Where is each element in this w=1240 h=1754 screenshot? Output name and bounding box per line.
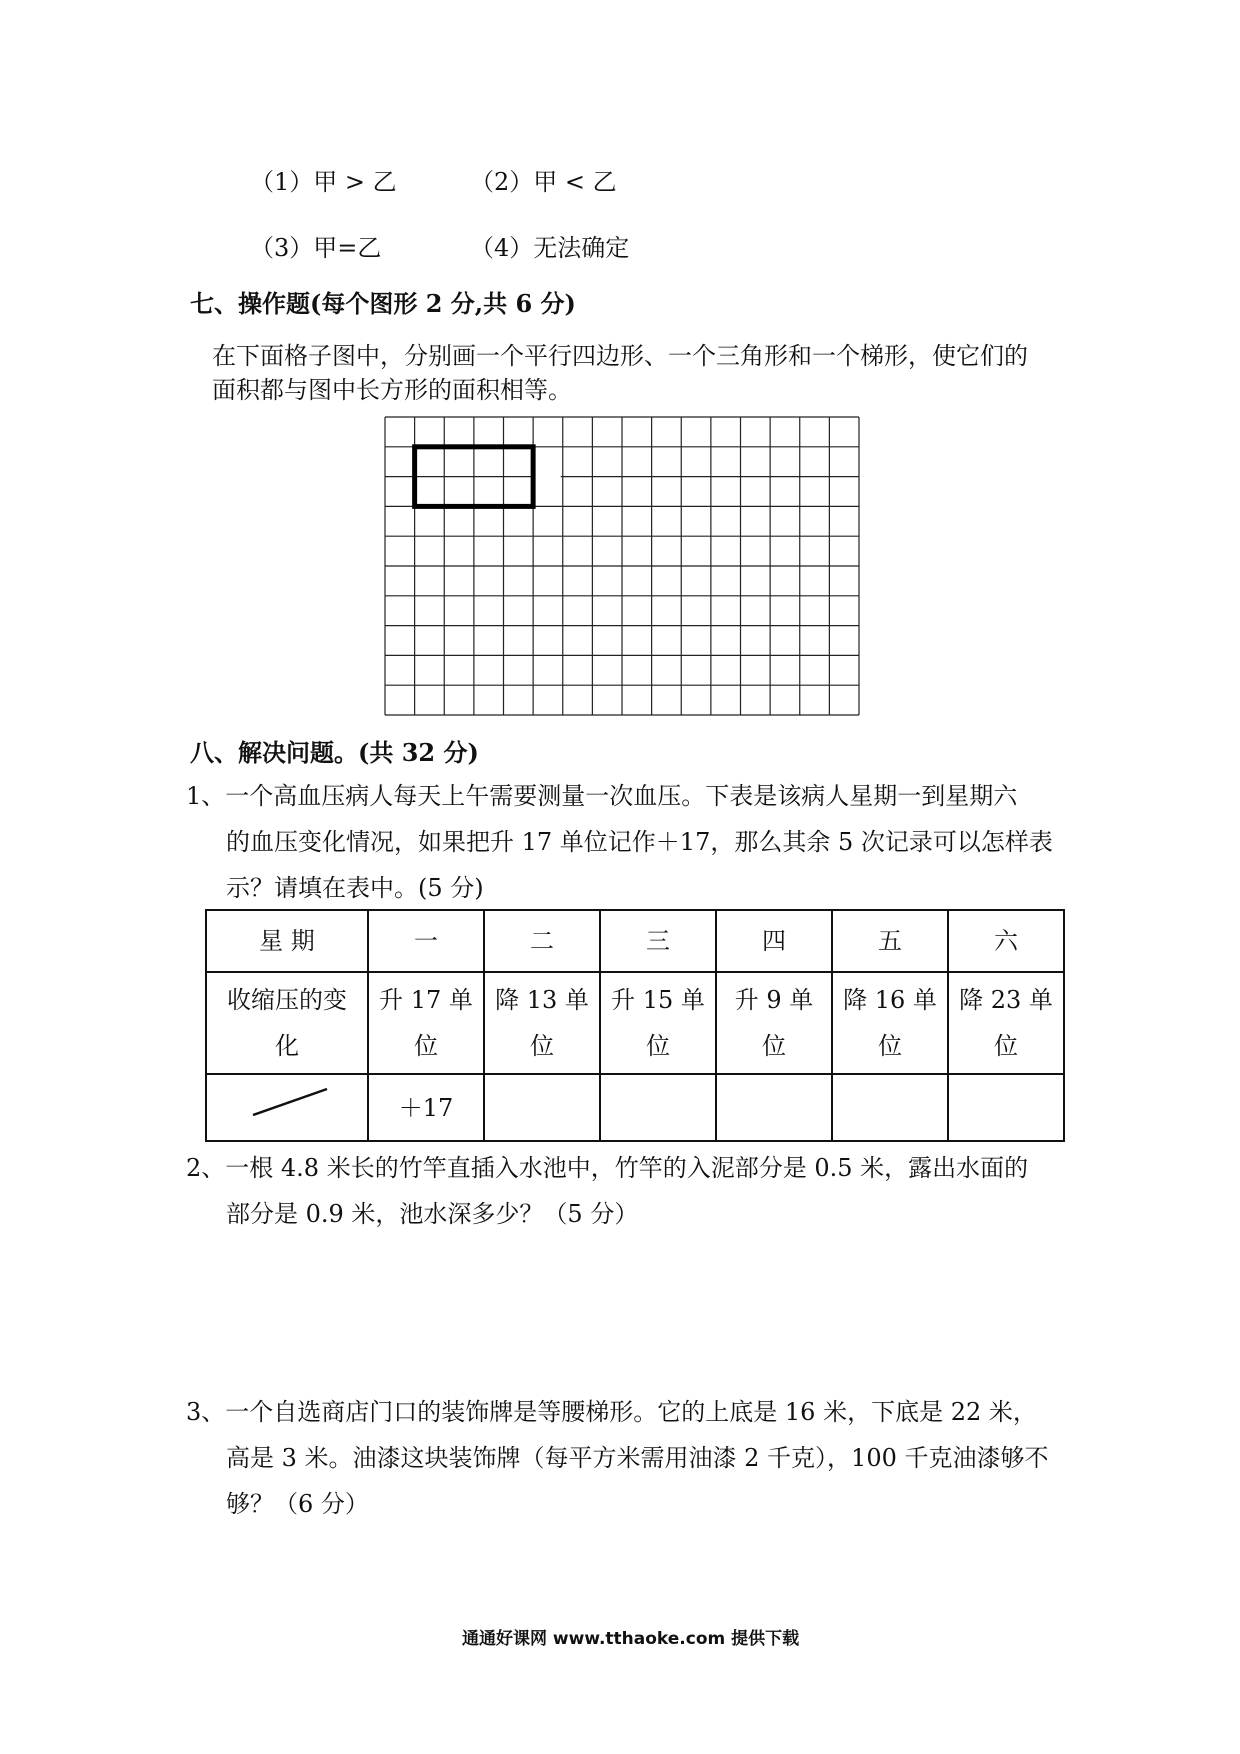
record-input-5[interactable] bbox=[832, 1074, 948, 1141]
blood-pressure-table bbox=[205, 909, 1065, 1142]
change-line-1: 降 16 单 bbox=[843, 986, 937, 1014]
question-1-line-2: 的血压变化情况，如果把升 17 单位记作＋17，那么其余 5 次记录可以怎样表 bbox=[226, 828, 1053, 856]
record-input-6[interactable] bbox=[948, 1074, 1064, 1141]
change-line-2: 位 bbox=[878, 1032, 902, 1060]
section-7-heading: 七、操作题(每个图形 2 分,共 6 分) bbox=[190, 289, 576, 318]
section-7-text-line-2: 面积都与图中长方形的面积相等。 bbox=[212, 376, 572, 404]
record-input-3[interactable] bbox=[600, 1074, 716, 1141]
question-1-line-3: 示？请填在表中。(5 分) bbox=[226, 874, 484, 902]
drawing-grid[interactable] bbox=[384, 416, 860, 716]
change-line-2: 位 bbox=[762, 1032, 786, 1060]
change-cell bbox=[832, 972, 948, 1074]
day-6: 六 bbox=[948, 910, 1064, 972]
day-2: 二 bbox=[484, 910, 600, 972]
row-label-line-2: 化 bbox=[275, 1032, 299, 1060]
option-1: （1）甲 > 乙 bbox=[250, 168, 397, 196]
change-line-2: 位 bbox=[530, 1032, 554, 1060]
question-3-line-1: 3、一个自选商店门口的装饰牌是等腰梯形。它的上底是 16 米，下底是 22 米， bbox=[186, 1398, 1037, 1426]
change-line-1: 升 9 单 bbox=[734, 986, 814, 1014]
table-row-changes bbox=[206, 972, 1064, 1074]
change-cell bbox=[368, 972, 484, 1074]
diagonal-slash-icon bbox=[237, 1075, 337, 1125]
table-row-records bbox=[206, 1074, 1064, 1141]
question-3-line-2: 高是 3 米。油漆这块装饰牌（每平方米需用油漆 2 千克），100 千克油漆够不 bbox=[226, 1444, 1049, 1472]
record-input-4[interactable] bbox=[716, 1074, 832, 1141]
change-cell bbox=[716, 972, 832, 1074]
footer-download-note: 通通好课网 www.tthaoke.com 提供下载 bbox=[462, 1629, 800, 1649]
change-cell bbox=[948, 972, 1064, 1074]
question-1-line-1: 1、一个高血压病人每天上午需要测量一次血压。下表是该病人星期一到星期六 bbox=[186, 782, 1018, 810]
change-line-2: 位 bbox=[646, 1032, 670, 1060]
section-7-text-line-1: 在下面格子图中，分别画一个平行四边形、一个三角形和一个梯形，使它们的 bbox=[212, 342, 1028, 370]
question-2-line-2: 部分是 0.9 米，池水深多少？（5 分） bbox=[226, 1200, 639, 1228]
change-line-2: 位 bbox=[994, 1032, 1018, 1060]
day-5: 五 bbox=[832, 910, 948, 972]
change-line-1: 降 23 单 bbox=[959, 986, 1053, 1014]
row-label-pressure-change bbox=[206, 972, 368, 1074]
option-4: （4）无法确定 bbox=[470, 234, 630, 262]
record-input-2[interactable] bbox=[484, 1074, 600, 1141]
change-line-1: 升 15 单 bbox=[611, 986, 705, 1014]
table-row-days bbox=[206, 910, 1064, 972]
row-label-line-1: 收缩压的变 bbox=[227, 986, 347, 1014]
change-line-1: 降 13 单 bbox=[495, 986, 589, 1014]
section-8-heading: 八、解决问题。(共 32 分) bbox=[190, 738, 479, 767]
option-3: （3）甲=乙 bbox=[250, 234, 382, 262]
question-2-line-1: 2、一根 4.8 米长的竹竿直插入水池中，竹竿的入泥部分是 0.5 米，露出水面的 bbox=[186, 1154, 1029, 1182]
day-4: 四 bbox=[716, 910, 832, 972]
grid-gap bbox=[535, 449, 561, 505]
change-cell bbox=[484, 972, 600, 1074]
day-3: 三 bbox=[600, 910, 716, 972]
question-3-line-3: 够？（6 分） bbox=[226, 1490, 369, 1518]
change-line-1: 升 17 单 bbox=[379, 986, 473, 1014]
day-1: 一 bbox=[368, 910, 484, 972]
record-cell-1: ＋17 bbox=[368, 1074, 484, 1141]
change-line-2: 位 bbox=[414, 1032, 438, 1060]
change-cell bbox=[600, 972, 716, 1074]
option-2: （2）甲 < 乙 bbox=[470, 168, 617, 196]
header-weekday-label: 星 期 bbox=[206, 910, 368, 972]
diagonal-slash-cell bbox=[206, 1074, 368, 1141]
